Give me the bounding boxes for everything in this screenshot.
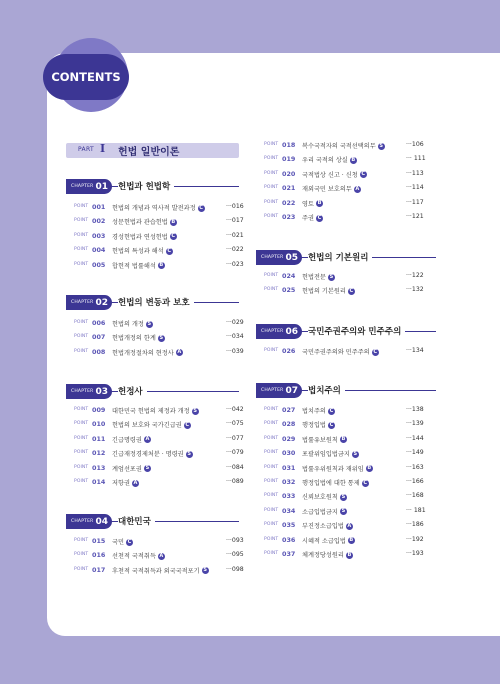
grade-badge: C	[185, 421, 190, 428]
grade-badge: B	[367, 465, 372, 472]
entry-title[interactable]: 신뢰보호원칙 S	[302, 493, 346, 502]
point-number: 037	[282, 550, 296, 558]
grade-badge: B	[341, 436, 346, 443]
entry-title[interactable]: 헌법전문 S	[302, 273, 334, 281]
page-number: ···079	[226, 449, 244, 457]
chapter-title: 헌정사	[118, 385, 147, 397]
chapter-title: 국민주권주의와 민주주의	[308, 325, 405, 337]
entry-title[interactable]: 국민 C	[112, 538, 132, 546]
entry-title[interactable]: 성문헌법과 관습헌법 B	[112, 218, 176, 227]
chapter-badge	[66, 179, 112, 194]
page-number: ···121	[406, 213, 424, 220]
point-label: POINT	[264, 551, 279, 556]
point-label: POINT	[264, 435, 279, 441]
toc-entry[interactable]	[264, 141, 426, 151]
point-number: 025	[282, 286, 296, 295]
entry-title[interactable]: 법치주의 C	[302, 407, 334, 415]
point-label: POINT	[264, 214, 279, 219]
point-label: POINT	[74, 407, 89, 412]
point-label: POINT	[264, 185, 279, 191]
toc-entry[interactable]	[264, 521, 426, 531]
chapter-word: CHAPTER	[71, 300, 94, 305]
entry-title[interactable]: 긴급명령권 A	[112, 436, 150, 444]
grade-badge: S	[147, 320, 152, 327]
page-number: ···029	[226, 319, 244, 326]
point-label: POINT	[74, 218, 89, 224]
grade-badge: S	[379, 142, 383, 149]
entry-title[interactable]: 행정입법에 대한 통제 C	[302, 479, 368, 487]
point-label: POINT	[264, 479, 279, 484]
point-label: POINT	[264, 507, 279, 513]
entry-title[interactable]: 긴급재정경제처분 · 명령권 S	[112, 450, 191, 459]
entry-title[interactable]: 선천적 국적취득 A	[112, 552, 164, 561]
toc-entry[interactable]	[264, 550, 426, 560]
toc-entry[interactable]	[264, 199, 426, 209]
point-label: POINT	[264, 348, 279, 353]
entry-title[interactable]: 국적법상 신고 · 신청 C	[302, 171, 366, 179]
toc-entry[interactable]	[74, 232, 246, 242]
page-number: ···075	[226, 420, 244, 428]
page-number: ···149	[406, 449, 424, 457]
point-label: POINT	[264, 273, 279, 278]
entry-title[interactable]: 헌법의 보호와 국가긴급권 C	[112, 421, 190, 430]
point-number: 001	[92, 203, 106, 211]
toc-entry[interactable]	[74, 333, 246, 343]
page-number: ···106	[406, 141, 424, 148]
chapter-badge	[256, 383, 302, 398]
chapter-title: 대한민국	[118, 515, 155, 527]
grade-badge: S	[193, 407, 197, 414]
chapter-badge	[66, 295, 112, 310]
point-label: POINT	[74, 247, 89, 253]
grade-badge: S	[187, 450, 191, 457]
chapter-header	[66, 384, 239, 399]
point-label: POINT	[74, 479, 89, 484]
point-number: 009	[92, 406, 106, 414]
toc-entry[interactable]	[74, 319, 246, 329]
toc-entry[interactable]	[264, 507, 426, 517]
point-label: POINT	[74, 204, 89, 209]
entry-title[interactable]: 합헌적 법률해석 B	[112, 262, 164, 270]
point-number: 036	[282, 535, 296, 544]
entry-title[interactable]: 우리 국적의 상실 B	[302, 156, 356, 165]
grade-badge: B	[171, 218, 176, 225]
entry-title[interactable]: 소급입법금지 S	[302, 508, 346, 516]
page-number: ···095	[226, 551, 244, 559]
chapter-number: 01	[95, 181, 108, 192]
grade-badge: B	[317, 200, 322, 207]
toc-entry[interactable]	[74, 217, 246, 227]
grade-badge: A	[159, 552, 164, 559]
entry-title[interactable]: 영토 B	[302, 200, 322, 208]
page-number: ··· 111	[406, 155, 426, 163]
point-number: 012	[92, 449, 106, 458]
point-number: 013	[92, 463, 106, 472]
page-number: ···166	[406, 478, 424, 485]
grade-badge: C	[167, 247, 172, 254]
entry-title[interactable]: 행정입법 C	[302, 421, 334, 430]
point-label: POINT	[74, 552, 89, 558]
page-number: ···022	[226, 246, 244, 254]
grade-badge: A	[347, 522, 352, 529]
page-number: ···168	[406, 492, 424, 500]
point-label: POINT	[264, 287, 279, 293]
grade-badge: C	[349, 287, 354, 294]
point-label: POINT	[264, 142, 279, 147]
toc-entry[interactable]	[264, 435, 426, 445]
toc-entry[interactable]	[264, 286, 426, 296]
point-number: 010	[92, 420, 106, 429]
entry-title[interactable]: 체계정당성원리 B	[302, 551, 352, 559]
point-label: POINT	[74, 450, 89, 456]
point-number: 030	[282, 449, 296, 458]
contents-logo: CONTENTS	[43, 54, 129, 100]
toc-entry[interactable]	[264, 184, 426, 194]
page-number: ···122	[406, 272, 424, 279]
grade-badge: A	[355, 185, 360, 192]
chapter-header	[256, 250, 436, 265]
chapter-number: 06	[285, 326, 298, 337]
toc-entry[interactable]	[264, 213, 426, 223]
toc-entry[interactable]	[264, 406, 426, 416]
entry-title[interactable]: 법률우위원칙과 재위임 B	[302, 465, 372, 473]
chapter-title: 헌법의 기본원리	[308, 251, 372, 263]
chapter-number: 02	[95, 297, 108, 308]
page-number: ···098	[226, 565, 244, 573]
chapter-title: 헌법의 변동과 보호	[118, 296, 194, 308]
toc-entry[interactable]	[264, 420, 426, 430]
page-number: ···077	[226, 434, 244, 442]
page-number: ··· 181	[406, 506, 426, 514]
point-label: POINT	[264, 522, 279, 528]
point-number: 004	[92, 246, 106, 255]
page-number: ···016	[226, 203, 244, 210]
page-number: ···132	[406, 286, 424, 294]
point-label: POINT	[74, 320, 89, 325]
point-label: POINT	[74, 421, 89, 427]
entry-title[interactable]: 시혜적 소급입법 B	[302, 537, 354, 545]
toc-entry[interactable]	[74, 261, 246, 271]
point-number: 021	[282, 184, 296, 193]
point-number: 031	[282, 463, 296, 472]
grade-badge: B	[351, 156, 356, 163]
grade-badge: S	[145, 465, 150, 472]
page-number: ···017	[226, 217, 244, 225]
grade-badge: S	[329, 273, 334, 280]
point-number: 006	[92, 319, 106, 327]
part-label: PART	[78, 146, 94, 153]
point-number: 028	[282, 420, 296, 429]
toc-entry[interactable]	[264, 155, 426, 165]
grade-badge: B	[347, 551, 352, 558]
point-number: 029	[282, 434, 296, 443]
toc-entry[interactable]	[74, 566, 246, 576]
entry-title[interactable]: 헌법의 기본원리 C	[302, 287, 354, 296]
grade-badge: C	[373, 348, 378, 355]
toc-entry[interactable]	[74, 406, 246, 416]
page-number: ···093	[226, 537, 244, 544]
point-number: 002	[92, 217, 106, 226]
page-number: ···042	[226, 406, 244, 413]
point-number: 022	[282, 198, 296, 207]
toc-entry[interactable]	[264, 347, 426, 357]
page-number: ···089	[226, 478, 244, 485]
toc-entry[interactable]	[74, 348, 246, 358]
grade-badge: S	[159, 334, 164, 341]
point-label: POINT	[264, 464, 279, 470]
entry-title[interactable]: 계엄선포권 S	[112, 465, 150, 473]
point-number: 008	[92, 347, 106, 356]
entry-title[interactable]: 재외국민 보호의무 A	[302, 185, 360, 194]
toc-entry[interactable]	[74, 420, 246, 430]
entry-title[interactable]: 헌법개정의 한계 S	[112, 334, 164, 343]
page-number: ···039	[226, 347, 244, 355]
part-number: I	[100, 142, 106, 155]
chapter-badge	[256, 324, 302, 339]
chapter-number: 07	[285, 385, 298, 396]
toc-entry[interactable]	[74, 537, 246, 547]
entry-title[interactable]: 후천적 국적취득과 외국국적포기 S	[112, 567, 207, 575]
grade-badge: B	[159, 262, 164, 269]
point-number: 014	[92, 478, 106, 486]
point-label: POINT	[74, 538, 89, 543]
point-label: POINT	[264, 493, 279, 499]
point-number: 027	[282, 406, 296, 414]
page-number: ···034	[226, 333, 244, 341]
page-number: ···186	[406, 521, 424, 529]
point-number: 003	[92, 231, 106, 240]
grade-badge: C	[171, 233, 176, 240]
chapter-title: 법치주의	[308, 384, 345, 396]
point-label: POINT	[74, 232, 89, 238]
point-number: 033	[282, 492, 296, 501]
grade-badge: C	[361, 171, 366, 178]
point-number: 007	[92, 333, 106, 342]
entry-title[interactable]: 대한민국 헌법의 제정과 개정 S	[112, 407, 197, 415]
point-label: POINT	[264, 421, 279, 427]
point-label: POINT	[264, 156, 279, 162]
point-number: 017	[92, 565, 106, 574]
chapter-badge	[66, 384, 112, 399]
point-number: 020	[282, 169, 296, 178]
grade-badge: C	[199, 204, 203, 211]
page-number: ···023	[226, 260, 244, 268]
entry-title[interactable]: 헌법의 특성과 해석 C	[112, 247, 172, 256]
toc-entry[interactable]	[74, 246, 246, 256]
entry-title[interactable]: 포괄위임입법금지 S	[302, 450, 358, 459]
point-label: POINT	[74, 566, 89, 572]
grade-badge: A	[133, 479, 138, 486]
page-number: ···193	[406, 550, 424, 557]
toc-entry[interactable]	[74, 203, 246, 213]
grade-badge: S	[341, 493, 346, 500]
page-number: ···117	[406, 198, 424, 206]
point-number: 011	[92, 434, 106, 443]
point-label: POINT	[74, 348, 89, 354]
toc-entry[interactable]	[264, 464, 426, 474]
point-number: 035	[282, 521, 296, 530]
entry-title[interactable]: 경성헌법과 연성헌법 C	[112, 233, 176, 241]
chapter-title: 헌법과 헌법학	[118, 180, 174, 192]
page-number: ···084	[226, 463, 244, 471]
entry-title[interactable]: 헌법의 개념과 역사적 발전과정 C	[112, 204, 203, 212]
page-number: ···144	[406, 434, 424, 442]
toc-entry[interactable]	[74, 449, 246, 459]
chapter-header	[66, 179, 239, 194]
toc-entry[interactable]	[264, 272, 426, 282]
entry-title[interactable]: 법률유보원칙 B	[302, 436, 346, 444]
point-label: POINT	[264, 407, 279, 412]
point-label: POINT	[74, 334, 89, 340]
page-number: ···113	[406, 169, 424, 177]
point-number: 019	[282, 155, 296, 164]
page-number: ···139	[406, 420, 424, 428]
toc-entry[interactable]	[74, 478, 246, 488]
grade-badge: C	[317, 214, 322, 221]
point-label: POINT	[264, 199, 279, 205]
chapter-badge	[66, 514, 112, 529]
page-number: ···021	[226, 231, 244, 239]
point-label: POINT	[74, 435, 89, 441]
grade-badge: C	[363, 479, 368, 486]
chapter-header	[66, 295, 239, 310]
point-number: 005	[92, 260, 106, 269]
grade-badge: S	[341, 508, 346, 515]
point-label: POINT	[74, 464, 89, 470]
toc-entry[interactable]	[264, 492, 426, 502]
point-number: 016	[92, 551, 106, 560]
point-label: POINT	[264, 536, 279, 542]
point-label: POINT	[264, 170, 279, 176]
toc-entry[interactable]	[264, 449, 426, 459]
toc-entry[interactable]	[74, 435, 246, 445]
toc-entry[interactable]	[264, 170, 426, 180]
entry-title[interactable]: 헌법의 개정 S	[112, 320, 152, 328]
chapter-word: CHAPTER	[261, 388, 284, 393]
page-number: ···114	[406, 184, 424, 192]
point-number: 023	[282, 213, 296, 221]
part-title: 헌법 일반이론	[118, 147, 180, 158]
chapter-number: 04	[95, 516, 108, 527]
page-number: ···134	[406, 347, 424, 354]
grade-badge: C	[329, 421, 334, 428]
point-number: 018	[282, 141, 296, 149]
point-number: 026	[282, 347, 296, 355]
entry-title[interactable]: 헌법개정절차의 현정사 A	[112, 349, 182, 357]
chapter-header	[256, 324, 436, 339]
chapter-word: CHAPTER	[261, 255, 284, 260]
chapter-word: CHAPTER	[71, 184, 94, 189]
page-number: ···138	[406, 406, 424, 413]
entry-title[interactable]: 부진정소급입법 A	[302, 522, 352, 531]
toc-entry[interactable]	[264, 536, 426, 546]
entry-title[interactable]: 복수국적자의 국적선택의무 S	[302, 142, 383, 150]
entry-title[interactable]: 주권 C	[302, 214, 322, 222]
chapter-number: 03	[95, 386, 108, 397]
point-number: 024	[282, 272, 296, 280]
chapter-word: CHAPTER	[71, 519, 94, 524]
toc-entry[interactable]	[74, 551, 246, 561]
point-number: 034	[282, 506, 296, 515]
chapter-word: CHAPTER	[71, 389, 94, 394]
chapter-header	[66, 514, 239, 529]
page-number: ···192	[406, 535, 424, 543]
grade-badge: A	[177, 349, 182, 356]
point-number: 015	[92, 537, 106, 545]
page-number: ···163	[406, 463, 424, 471]
point-label: POINT	[264, 450, 279, 456]
grade-badge: C	[329, 407, 334, 414]
chapter-number: 05	[285, 252, 298, 263]
chapter-word: CHAPTER	[261, 329, 284, 334]
grade-badge: A	[145, 436, 150, 443]
toc-entry[interactable]	[264, 478, 426, 488]
entry-title[interactable]: 저항권 A	[112, 479, 138, 487]
grade-badge: S	[203, 567, 207, 574]
point-number: 032	[282, 478, 296, 486]
chapter-badge	[256, 250, 302, 265]
chapter-header	[256, 383, 436, 398]
toc-entry[interactable]	[74, 464, 246, 474]
point-label: POINT	[74, 261, 89, 267]
grade-badge: C	[127, 538, 132, 545]
grade-badge: S	[353, 450, 358, 457]
grade-badge: B	[349, 537, 354, 544]
entry-title[interactable]: 국민주권주의와 민주주의 C	[302, 348, 378, 356]
